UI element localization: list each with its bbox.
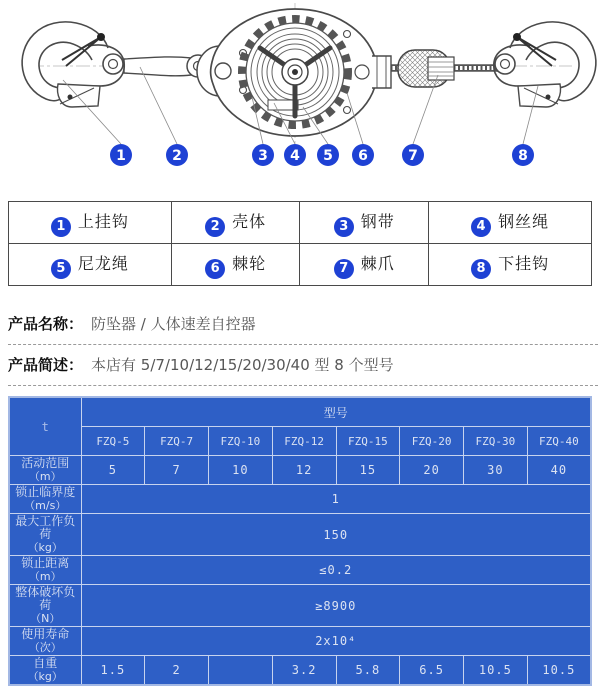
spec-row-label: 活动范围 （m）	[9, 456, 81, 485]
spec-value-cell: 20	[400, 456, 464, 485]
callout-1	[110, 144, 132, 166]
model-cell: FZQ-40	[527, 427, 591, 456]
legend-item	[171, 202, 300, 244]
spec-row-label: 最大工作负荷 （kg）	[9, 514, 81, 556]
spec-value-cell: ≥8900	[81, 585, 591, 627]
product-name-value: 防坠器 / 人体速差自控器	[91, 315, 256, 333]
spec-value-cell: 2x10⁴	[81, 627, 591, 656]
spec-value-cell: ≤0.2	[81, 556, 591, 585]
part-number-badge: 2	[205, 217, 225, 237]
spec-row-label: 锁止临界度 （m/s）	[9, 485, 81, 514]
spec-value-cell: 1.5	[81, 656, 145, 686]
part-label: 尼龙绳	[77, 253, 129, 273]
part-number-badge: 5	[51, 259, 71, 279]
part-number-badge: 8	[471, 259, 491, 279]
product-info	[8, 304, 598, 386]
svg-text:7: 7	[408, 148, 418, 164]
model-cell: FZQ-20	[400, 427, 464, 456]
svg-text:6: 6	[358, 148, 368, 164]
legend-item	[9, 202, 172, 244]
part-label: 上挂钩	[77, 211, 129, 231]
callout-7	[402, 144, 424, 166]
parts-legend-table	[8, 201, 592, 286]
spec-value-cell: 6.5	[400, 656, 464, 686]
part-label: 钢丝绳	[498, 211, 550, 231]
spec-table	[8, 396, 592, 686]
svg-text:4: 4	[290, 148, 300, 164]
part-number-badge: 7	[334, 259, 354, 279]
spec-value-cell: 2	[145, 656, 209, 686]
part-label: 钢带	[360, 211, 395, 231]
spec-value-cell: 40	[527, 456, 591, 485]
spec-value-cell: 10.5	[464, 656, 528, 686]
spec-value-cell: 15	[336, 456, 400, 485]
spec-value-cell: 30	[464, 456, 528, 485]
spec-value-cell: 1	[81, 485, 591, 514]
table-row	[9, 202, 592, 244]
spec-value-cell: 150	[81, 514, 591, 556]
svg-text:5: 5	[323, 148, 333, 164]
callout-2	[166, 144, 188, 166]
table-row	[9, 585, 591, 627]
table-row	[9, 627, 591, 656]
upper-hook-drawing	[22, 22, 124, 107]
spec-value-cell: 10.5	[527, 656, 591, 686]
table-row	[9, 456, 591, 485]
model-cell: FZQ-15	[336, 427, 400, 456]
product-name-line	[8, 304, 598, 345]
legend-item	[300, 202, 429, 244]
model-header-cell: 型号	[81, 397, 591, 427]
table-row	[9, 427, 591, 456]
model-cell: FZQ-5	[81, 427, 145, 456]
model-cell: FZQ-7	[145, 427, 209, 456]
part-number-badge: 1	[51, 217, 71, 237]
spec-row-label: 使用寿命 （次）	[9, 627, 81, 656]
product-desc-line	[8, 345, 598, 386]
table-row	[9, 244, 592, 286]
legend-item	[300, 244, 429, 286]
spec-row-label: 锁止距离 （m）	[9, 556, 81, 585]
model-cell: FZQ-10	[209, 427, 273, 456]
part-label: 棘爪	[360, 253, 395, 273]
product-diagram	[0, 0, 600, 190]
svg-text:8: 8	[518, 148, 528, 164]
svg-text:2: 2	[172, 148, 182, 164]
product-desc-value: 本店有 5/7/10/12/15/20/30/40 型 8 个型号	[91, 356, 394, 374]
lower-hook-drawing	[494, 22, 596, 107]
shock-absorber-drawing	[398, 50, 454, 87]
legend-item	[429, 244, 592, 286]
part-label: 壳体	[232, 211, 267, 231]
spec-row-label: 整体破坏负荷 （N）	[9, 585, 81, 627]
spec-value-cell: 12	[272, 456, 336, 485]
svg-text:1: 1	[116, 148, 126, 164]
spec-value-cell: 5.8	[336, 656, 400, 686]
spec-value-cell: 7	[145, 456, 209, 485]
spec-value-cell: 3.2	[272, 656, 336, 686]
callout-3	[252, 144, 274, 166]
spec-row-label: 自重 （kg）	[9, 656, 81, 686]
part-number-badge: 4	[471, 217, 491, 237]
callout-6	[352, 144, 374, 166]
model-cell: FZQ-12	[272, 427, 336, 456]
table-row	[9, 514, 591, 556]
svg-text:3: 3	[258, 148, 268, 164]
product-desc-label: 产品简述：	[8, 356, 84, 374]
spec-corner-cell: t	[9, 397, 81, 456]
callout-8	[512, 144, 534, 166]
spec-value-cell: 10	[209, 456, 273, 485]
part-label: 下挂钩	[498, 253, 550, 273]
connector-link-drawing	[124, 55, 209, 77]
legend-item	[171, 244, 300, 286]
product-name-label: 产品名称：	[8, 315, 84, 333]
table-row	[9, 556, 591, 585]
callout-4	[284, 144, 306, 166]
table-row	[9, 656, 591, 686]
legend-item	[429, 202, 592, 244]
table-row	[9, 485, 591, 514]
part-label: 棘轮	[232, 253, 267, 273]
part-number-badge: 3	[334, 217, 354, 237]
spec-value-cell: 5	[81, 456, 145, 485]
legend-item	[9, 244, 172, 286]
callout-5	[317, 144, 339, 166]
fall-arrester-line-drawing	[0, 0, 600, 190]
spec-value-cell	[209, 656, 273, 686]
part-number-badge: 6	[205, 259, 225, 279]
model-cell: FZQ-30	[464, 427, 528, 456]
table-row	[9, 397, 591, 427]
